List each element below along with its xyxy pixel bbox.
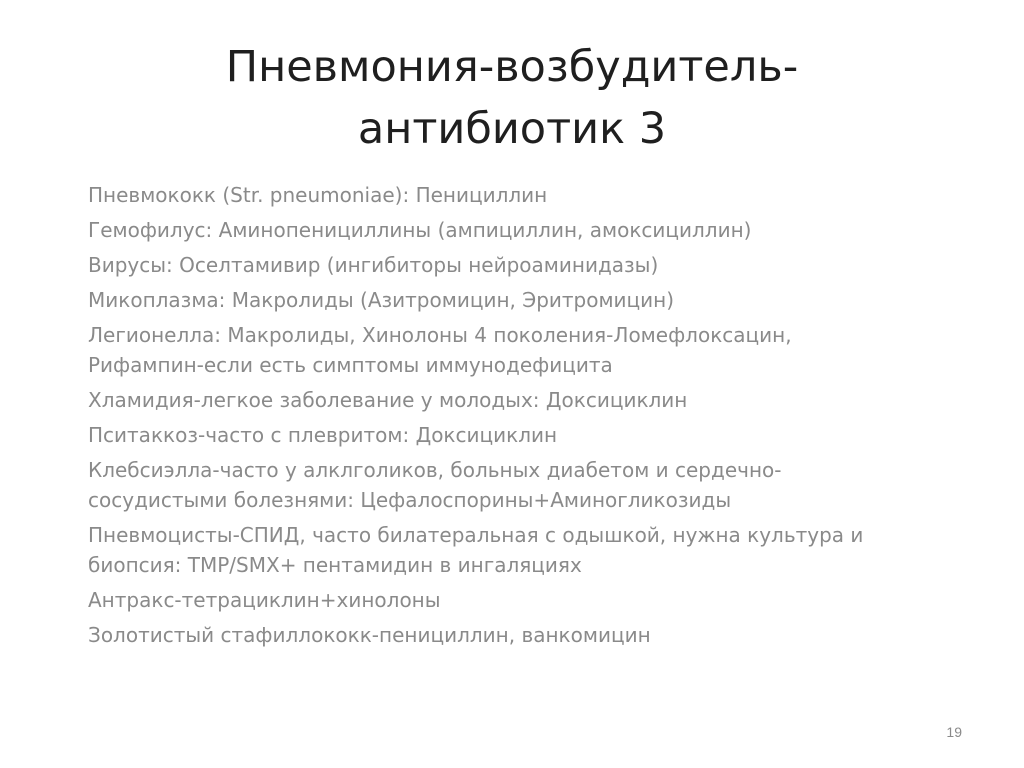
slide-title — [112, 36, 912, 160]
title-line: антибиотик 3 — [357, 104, 667, 154]
list-item-klebsiella — [88, 455, 988, 515]
list-item-line: сосудистыми болезнями: Цефалоспорины+Аминогликозиды — [88, 488, 732, 512]
list-item-pneumocystis — [88, 520, 988, 580]
list-item-line: Клебсиэлла-часто у алклголиков, больных диабетом и сердечно- — [88, 458, 782, 482]
list-item-line: Легионелла: Макролиды, Хинолоны 4 поколения-Ломефлоксацин, — [88, 323, 792, 347]
list-item-line: Хламидия-легкое заболевание у молодых: Доксициклин — [88, 388, 688, 412]
title-line: Пневмония-возбудитель- — [225, 42, 799, 92]
list-item-line: Пневмококк (Str. pneumoniae): Пенициллин — [88, 183, 548, 207]
list-item-line: Пситаккоз-часто с плевритом: Доксициклин — [88, 423, 558, 447]
list-item-viruses — [88, 250, 988, 280]
content-list — [88, 180, 988, 655]
list-item-line: Вирусы: Оселтамивир (ингибиторы нейроаминидазы) — [88, 253, 659, 277]
list-item-legionella — [88, 320, 988, 380]
list-item-line: биопсия: TMP/SMX+ пентамидин в ингаляциях — [88, 553, 582, 577]
list-item-line: Рифампин-если есть симптомы иммунодефицита — [88, 353, 613, 377]
list-item-line: Пневмоцисты-СПИД, часто билатеральная с одышкой, нужна культура и — [88, 523, 864, 547]
list-item-psittacosis — [88, 420, 988, 450]
list-item-line: Антракс-тетрациклин+хинолоны — [88, 588, 441, 612]
list-item-anthrax — [88, 585, 988, 615]
slide-number: 19 — [946, 724, 962, 740]
list-item-line: Золотистый стафиллококк-пенициллин, ванкомицин — [88, 623, 651, 647]
list-item-pneumococcus — [88, 180, 988, 210]
list-item-chlamydia — [88, 385, 988, 415]
list-item-staphylococcus — [88, 620, 988, 650]
list-item-haemophilus — [88, 215, 988, 245]
list-item-mycoplasma — [88, 285, 988, 315]
list-item-line: Гемофилус: Аминопенициллины (ампициллин, амоксициллин) — [88, 218, 752, 242]
list-item-line: Микоплазма: Макролиды (Азитромицин, Эритромицин) — [88, 288, 675, 312]
